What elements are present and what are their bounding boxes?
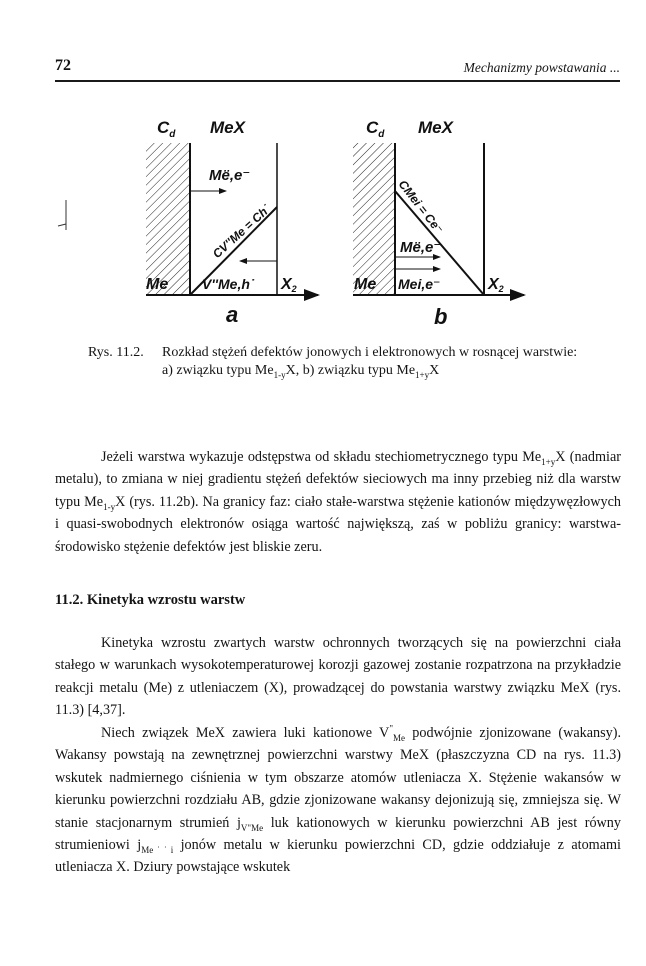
panel-label-a: a: [226, 302, 239, 327]
panel-label-b: b: [434, 304, 448, 329]
metal-label-a: Me: [146, 276, 169, 293]
scan-mark: [58, 200, 66, 230]
caption-label: Rys. 11.2.: [88, 345, 144, 360]
svg-text:X2: X2: [281, 276, 297, 294]
svg-text:X2: X2: [488, 276, 504, 294]
header-rule: [55, 80, 620, 82]
diagonal-label-a: CV''Me = Ch˙: [209, 201, 274, 261]
flux-label-lower-a: V''Me,h˙: [202, 276, 255, 292]
flux-label-lower-b: Mei,e⁻: [398, 276, 441, 292]
paragraph-3: Niech związek MeX zawiera luki kationowe $V^"_{Me}$ podwójnie zjonizowane (wakansy). Wakansy powstają na zewnętrznej powierzchni warstwy MeX (płaszczyzna CD na rys. 11.3) wskutek nadmiernego ciśnienia w tym obszarze atomów utleniacza X. Stężenie wakansów w kierunku powierzchni rozdziału AB, gdzie zjonizowane wakansy dejonizują się, zmniejsza się. W stanie stacjonarnym strumień $j_{V"Me}$ luk kationowych w kierunku powierzchni AB jest równy strumieniowi $j_{Me˙˙i}$ jonów metalu w kierunku powierzchni CD, gdzie oddziałuje z atomami utleniacza X. Dziury powstające wskutek: [55, 723, 621, 876]
paragraph-1: Jeżeli warstwa wykazuje odstępstwa od składu stechiometrycznego typu $Me_{1+y}X$ (nadmiar metalu), to zmiana w niej gradientu stężeń defektów sieciowych ma inny przebieg niż dla warstw typu $Me_{1-y}X$ (rys. 11.2b). Na granicy faz: ciało stałe-warstwa stężenie kationów międzywęzłowych i quasi-swobodnych elektronów osiąga wartość największą, zaś w pobliżu granicy: warstwa-środowisko stężenie defektów jest bliskie zeru.: [55, 449, 622, 555]
metal-hatch-b: [353, 143, 395, 295]
diagonal-label-b: CMei = Ce⁻: [395, 177, 447, 237]
svg-text:Cd: $C_d$: [157, 118, 176, 140]
running-title: Mechanizmy powstawania ...: [463, 60, 620, 75]
figure-11-2: [0, 100, 646, 340]
metal-label-b: Me: [354, 276, 377, 293]
flux-label-upper-b: Më,e⁻: [400, 239, 442, 256]
section-heading: 11.2. Kinetyka wzrostu warstw: [55, 592, 246, 608]
page-number: 72: [55, 57, 71, 74]
metal-hatch-a: [146, 143, 190, 295]
figure-caption: Rys. 11.2. Rozkład stężeń defektów jonowych i elektronowych w rosnącej warstwie: a) związku typu $Me_{1-y}X$, b) związku typu $Me_{1+y}X$: [88, 345, 578, 380]
svg-text:MeX: MeX: [210, 118, 245, 137]
flux-label-upper-a: Më,e⁻: [209, 167, 251, 184]
svg-text:Cd: $C_d$: [366, 118, 385, 140]
panel-b: [353, 118, 524, 329]
svg-text:MeX: MeX: [418, 118, 453, 137]
caption-line1: Rozkład stężeń defektów jonowych i elektronowych w rosnącej warstwie:: [162, 345, 578, 360]
paragraph-2: Kinetyka wzrostu zwartych warstw ochronnych tworzących się na powierzchni ciała stałego w warunkach wysokotemperaturowej korozji gazowej zostanie rozpatrzona na przykładzie reakcji metalu (Me) z utleniaczem (X), prowadzącej do powstania warstwy związku MeX (rys. 11.3) [4,37].: [55, 635, 621, 719]
panel-a: [146, 118, 318, 327]
